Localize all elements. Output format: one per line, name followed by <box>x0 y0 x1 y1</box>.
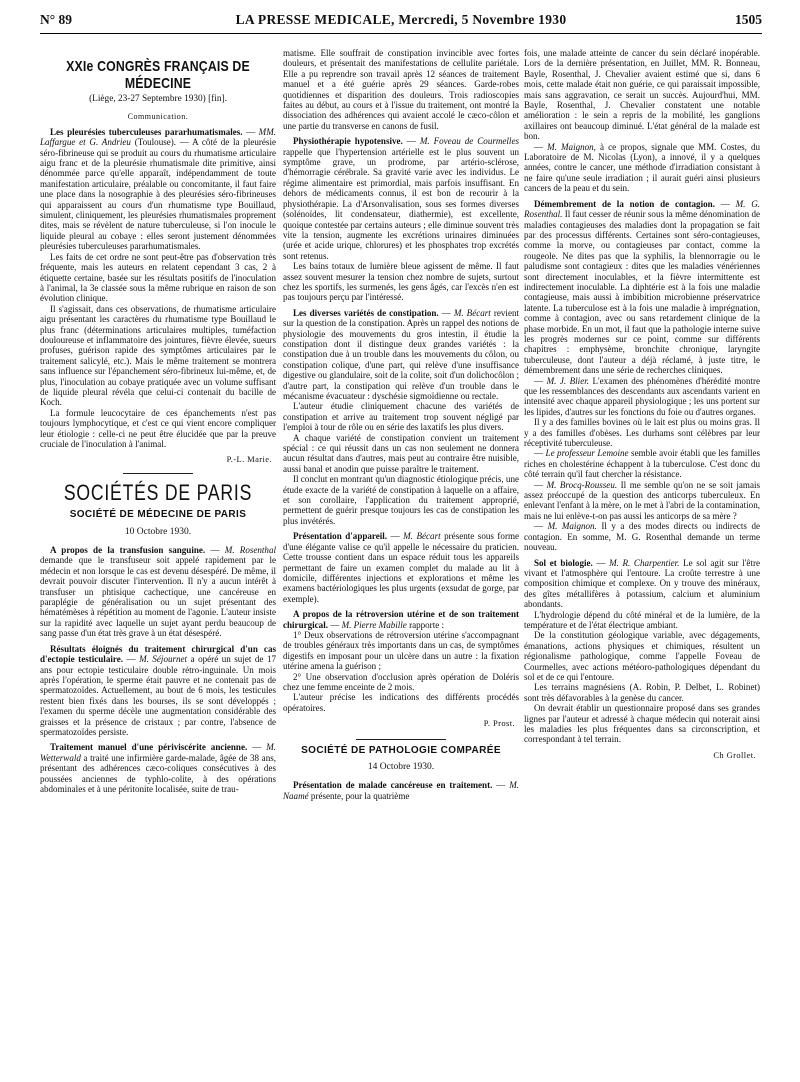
article-paragraph: L'auteur étudie cliniquement chacune des variétés de constipation et arrive au traitement trop souvent négligé par l'emploi à tour de rôle ou en série des laxatifs les plus divers. <box>283 401 519 433</box>
article-paragraph: Traitement manuel d'une périviscérite ancienne. — M. Wetterwald a traité une infirmière garde-malade, âgée de 38 ans, présentant des adhérences cæco-coliques consécutives à des poussées anciennes de typhlo-colite, à des opérations abdominales et à une péritonite localisée, suite de trau- <box>40 742 276 794</box>
article-paragraph: Les terrains magnésiens (A. Robin, P. Delbet, L. Robinet) sont très défavorables à la genèse du cancer. <box>524 682 760 703</box>
article-paragraph: Physiothérapie hypotensive. — M. Foveau de Courmelles rappelle que l'hypertension artérielle est le plus souvent un symptôme grave, un prodrome, par artério-sclérose, d'hémorragie cérébrale. Sa gravité varie avec les individus. Le régime alimentaire est primordial, mais parfois insuffisant. En dehors de médicaments connus, il est bon de recourir à la physiothérapie. La d'Arsonvalisation, sous ses formes diverses (solénoïdes, lit condensateur, diathermie), est excellente, quoique contestée par certains auteurs ; elle diminue souvent très vite la tension, augmente les excrétions urinaires diminuées (urée et acide urique, chlorures) et les phosphates trop excrétés sont retenus. <box>283 136 519 261</box>
column-3 <box>524 48 760 1068</box>
article-paragraph: L'auteur précise les indications des différents procédés opératoires. <box>283 692 519 713</box>
column-2 <box>283 48 519 1068</box>
article-paragraph: A propos de la transfusion sanguine. — M. Rosenthal demande que le transfuseur soit appelé rapidement par le médecin et non lorsque le cas est devenu désespéré. De même, il devrait pouvoir discuter l'intervention. Il n'y a aucun intérêt à transfuser un phtisique cachectique, une cancéreuse en paraplégie de généralisation ou un sujet présentant des hématémèses à répétition au moment de l'agonie. L'auteur insiste sur la rapidité avec laquelle un sujet ayant perdu beaucoup de sang passe d'un état très grave à un état désespéré. <box>40 545 276 639</box>
article-paragraph: La formule leucocytaire de ces épanchements n'est pas toujours lymphocytique, et c'est ce qui vient encore compliquer leur étiologie : celle-ci ne peut être élucidée que par la preuve cruciale de l'inoculation à l'animal. <box>40 407 276 449</box>
article-paragraph: — M. Maignon. Il y a des modes directs ou indirects de contagion. En somme, M. G. Rosenthal demande un terme nouveau. <box>524 521 760 553</box>
article-paragraph: Démembrement de la notion de contagion. — M. G. Rosenthal. Il faut cesser de réunir sous la même dénomination de maladies contagieuses des maladies dont la propagation se fait par des processus différents. Certaines sont séro-contagieuses, comme la morve, ou contagieuses par contact, comme la rougeole. Ne dites pas que la syphilis, la blennorragie ou le paludisme sont contagieux : dites que les maladies vénériennes sont directement inoculables, et la fièvre intermittente est indirectement inoculable. La diphtérie est à la fois une maladie contagieuse, mais aussi à imbibition microbienne préservatrice latente. La tuberculose est à la fois une maladie à imprégnation, comme à contagion, avec ou sans retardement clinique de la phase morbide. En un mot, il faut que la pathologie interne suive les progrès modernes sur ce point, comme sur différents chapitres : emphysème, bronchite chronique, laryngite tuberculeuse, dont l'auteur a déjà réclamé, à juste titre, le démembrement dans une série de recherches cliniques. <box>524 198 760 376</box>
article-paragraph: Les pleurésies tuberculeuses pararhumatismales. — MM. Laffargue et G. Andrieu (Toulouse). — A côté de la pleurésie séro-fibrineuse qui se produit au cours du rhumatisme articulaire aigu franc et de la pleurésie rhumatismale dite primitive, ainsi dénommée parce qu'elle apparaît, indépendamment de toute manifestation articulaire, préalable ou concomitante, il faut faire une place dans la nosographie à des pleurésies séro-fibrineuses qui apparaissent au cours d'un rhumatisme type Bouillaud, simulent, cliniquement, les pleurésies rhumatismales proprement dites, mais se révèlent de nature tuberculeuse, si l'on inocule le liquide pleural au cobaye : elles seront justement dénommées pleurésies tuberculeuses pararhumatismales. <box>40 126 276 252</box>
article-paragraph: Présentation d'appareil. — M. Bécart présente sous forme d'une élégante valise ce qu'il appelle le nécessaire du praticien. Cette trousse contient dans un espace réduit tous les appareils permettant de faire un examen complet du malade au lit à domicile, différentes injections et explorations et même les examens bactériologiques les plus urgents (exsudat de gorge, par exemple). <box>283 531 519 604</box>
article-paragraph: Les diverses variétés de constipation. — M. Bécart revient sur la question de la constipation. Après un rappel des notions de physiologie des mouvements du gros intestin, il étudie la constipation dont il distingue deux grandes variétés : la constipation due à un trouble dans les mouvements du côlon, ou constipation colique, d'une part, qui relève d'une insuffisance digestive ou glandulaire, soit de la colite, soit d'un dolichocôlon ; d'autre part, la constipation qui relève d'un trouble dans le mécanisme évacuateur : dyschésie sigmoïdienne ou rectale. <box>283 307 519 401</box>
communication-label: Communication. <box>127 112 189 122</box>
column-1 <box>40 48 276 1068</box>
article-paragraph: 2° Une observation d'occlusion après opération de Doléris chez une femme enceinte de 2 mois. <box>283 671 519 692</box>
session-date: 10 Octobre 1930. <box>124 526 192 537</box>
article-paragraph: De la constitution géologique variable, avec dégagements, émanations, actions physiques et chimiques, résultent un régionalisme pathologique, comme l'appelle Foveau de Courmelles, avec actions météoro-pathologiques dépendant du sol et de ce qui l'entoure. <box>524 630 760 682</box>
journal-title: LA PRESSE MEDICALE, Mercredi, 5 Novembre 1930 <box>235 12 567 27</box>
article-paragraph: A chaque variété de constipation convient un traitement spécial : ce qui réussit dans un cas non seulement ne donnera aucun résultat dans d'autres, mais peut au contraire être nuisible, aussi banal et anodin que puisse paraître le traitement. <box>283 432 519 474</box>
divider <box>356 739 446 740</box>
page-header <box>40 7 762 34</box>
issue-number: N° 89 <box>40 12 73 27</box>
article-paragraph: A propos de la rétroversion utérine et de son traitement chirurgical. — M. Pierre Mabille rapporte : <box>283 609 519 630</box>
article-paragraph: fois, une malade atteinte de cancer du sein déclaré inopérable. Lors de la dernière présentation, en Juillet, MM. R. Bonneau, Bayle, Rosenthal, J. Chevalier avaient estimé que si, dans 6 mois, cette malade était non guérie, ce qui paraissait impossible, mais sans aggravation, ce serait un succès. Aujourd'hui, MM. Bayle, Rosenthal, J. Chevalier constatent une notable amélioration : le sein a repris de la mobilité, les ganglions axillaires ont beaucoup diminué. L'état général de la malade est bon. <box>524 48 760 142</box>
signature: Ch Grollet. <box>713 749 756 760</box>
article-paragraph: Les faits de cet ordre ne sont peut-être pas d'observation très fréquente, mais les auteurs en relatent cependant 3 cas, 2 à étiquette certaine, basée sur les résultats positifs de l'inoculation à l'animal, la 3e classée sous la même rubrique en raison de son évolution clinique. <box>40 251 276 304</box>
article-paragraph: Sol et biologie. — M. R. Charpentier. Le sol agit sur l'être vivant et l'atmosphère qui l'entoure. La croûte terrestre à une composition chimique et complexe. On y trouve des minéraux, des gîtes métallifères à potassium, calcium et aluminium abondants. <box>524 557 760 610</box>
society-name: SOCIÉTÉ DE MÉDECINE DE PARIS <box>69 509 247 521</box>
article-paragraph: — M. Brocq-Rousseu. Il me semble qu'on ne se soit jamais assez préoccupé de la question des anticorps tuberculeux. En enlevant l'enfant à la mère, on le met à l'abri de la contamination, mais ne lui enlève-t-on pas aussi les anticorps de sa mère ? <box>524 479 760 521</box>
section-title: SOCIÉTÉS DE PARIS <box>63 479 253 505</box>
article-paragraph: Les bains totaux de lumière bleue agissent de même. Il faut assez souvent mesurer la tension chez nombre de sujets, surtout chez les sportifs, les surmenés, les gens âgés, car l'excès n'en est pas toujours perçu par l'intéressé. <box>283 261 519 303</box>
article-paragraph: Présentation de malade cancéreuse en traitement. — M. Naamé présente, pour la quatrième <box>283 780 519 801</box>
article-paragraph: L'hydrologie dépend du côté minéral et de la lumière, de la température et de l'état électrique ambiant. <box>524 609 760 630</box>
congres-subtitle: (Liège, 23-27 Septembre 1930) [fin]. <box>89 94 227 104</box>
divider <box>123 473 193 474</box>
article-paragraph: Résultats éloignés du traitement chirurgical d'un cas d'ectopie testiculaire. — M. Séjournet a opéré un sujet de 17 ans pour ectopie testiculaire double rétro-inguinale. Un mois après l'opération, le sperme était pauvre et ne contenait pas de spermatozoïdes. Actuellement, au bout de 6 mois, les testicules restent bien fixés dans les bourses, ils se sont développés ; l'examen du sperme décèle une augmentation considérable des graisses et la présence de cristaux ; par contre, l'absence de spermatozoïdes persiste. <box>40 643 276 737</box>
article-paragraph: — Le professeur Lemoine semble avoir établi que les familles riches en cholestérine échappent à la tuberculose. C'est donc du côté terrain qu'il faut chercher la résistance. <box>524 448 760 480</box>
signature: P. Prost. <box>483 718 515 729</box>
congres-title: XXIe CONGRÈS FRANÇAIS DE MÉDECINE <box>66 58 250 92</box>
page-number: 1505 <box>735 12 762 27</box>
article-paragraph: Il conclut en montrant qu'un diagnostic étiologique précis, une étude exacte de la variété de constipation à laquelle on a affaire, et son corollaire, l'application du traitement approprié, permettent de guérir presque toujours les cas de constipation les plus invétérés. <box>283 474 519 526</box>
article-paragraph: — M. Maignon, à ce propos, signale que MM. Costes, du Laboratoire de M. Nicolas (Lyon), a innové, il y a quelques années, contre le cancer, une méthode d'irradiation consistant à ne faire qu'une seule irradiation ; il aurait guéri ainsi plusieurs cancers de la peau et du sein. <box>524 141 760 194</box>
article-paragraph: 1° Deux observations de rétroversion utérine s'accompagnant de troubles généraux très importants dans un cas, de symptômes digestifs en imposant pour un ulcère dans un autre : la fixation utérine amena la guérison ; <box>283 629 519 672</box>
article-paragraph: Il y a des familles bovines où le lait est plus ou moins gras. Il y a des familles d'obèses. Les durhams sont célèbres par leur réceptivité tuberculeuse. <box>524 417 760 449</box>
session-date: 14 Octobre 1930. <box>367 762 435 772</box>
article-paragraph: — M. J. Blier. L'examen des phénomènes d'hérédité montre que les ressemblances des descendants aux ascendants varient en intensité avec chaque appareil physiologique ; les uns portent sur les lipides, d'autres sur les fonctions du foie ou d'autres organes. <box>524 375 760 417</box>
article-paragraph: Il s'agissait, dans ces observations, de rhumatisme articulaire aigu présentant les caractères du rhumatisme type Bouillaud le plus franc (déterminations articulaires multiples, tuméfaction douloureuse et inflammatoire des jointures, fièvre élevée, sueurs profuses, guérison rapide des symptômes articulaires par le traitement salicylé, etc.). Mais le même traitement se montrera sans influence sur l'épanchement séro-fibrineux lui-même, et, de plus, l'inoculation au cobaye pratiquée avec un volume suffisant de liquide pleural révéla que celui-ci contenait du bacille de Koch. <box>40 303 276 408</box>
society-name: SOCIÉTÉ DE PATHOLOGIE COMPARÉE <box>301 744 501 756</box>
article-paragraph: On devrait établir un questionnaire proposé dans ses grandes lignes par l'auteur et adressé à chaque médecin qui noterait ainsi les maladies les plus fréquentes dans sa circonscription, et correspondant à tel terrain. <box>524 703 760 745</box>
signature: P.-L. Marie. <box>226 454 272 465</box>
article-paragraph: matisme. Elle souffrait de constipation invincible avec fortes douleurs, et présentait des manifestations de cellulite pariétale. Elle a pu reprendre son travail après 12 séances de traitement manuel et a été guérie après 29 séances. Garde-robes quotidiennes et disparition des douleurs. Trois radioscopies faites au début, au cours et à l'issue du traitement, ont montré la dissociation des adhérences qui avaient accolé le cæco-côlon et une partie du transverse en canons de fusil. <box>283 48 519 131</box>
